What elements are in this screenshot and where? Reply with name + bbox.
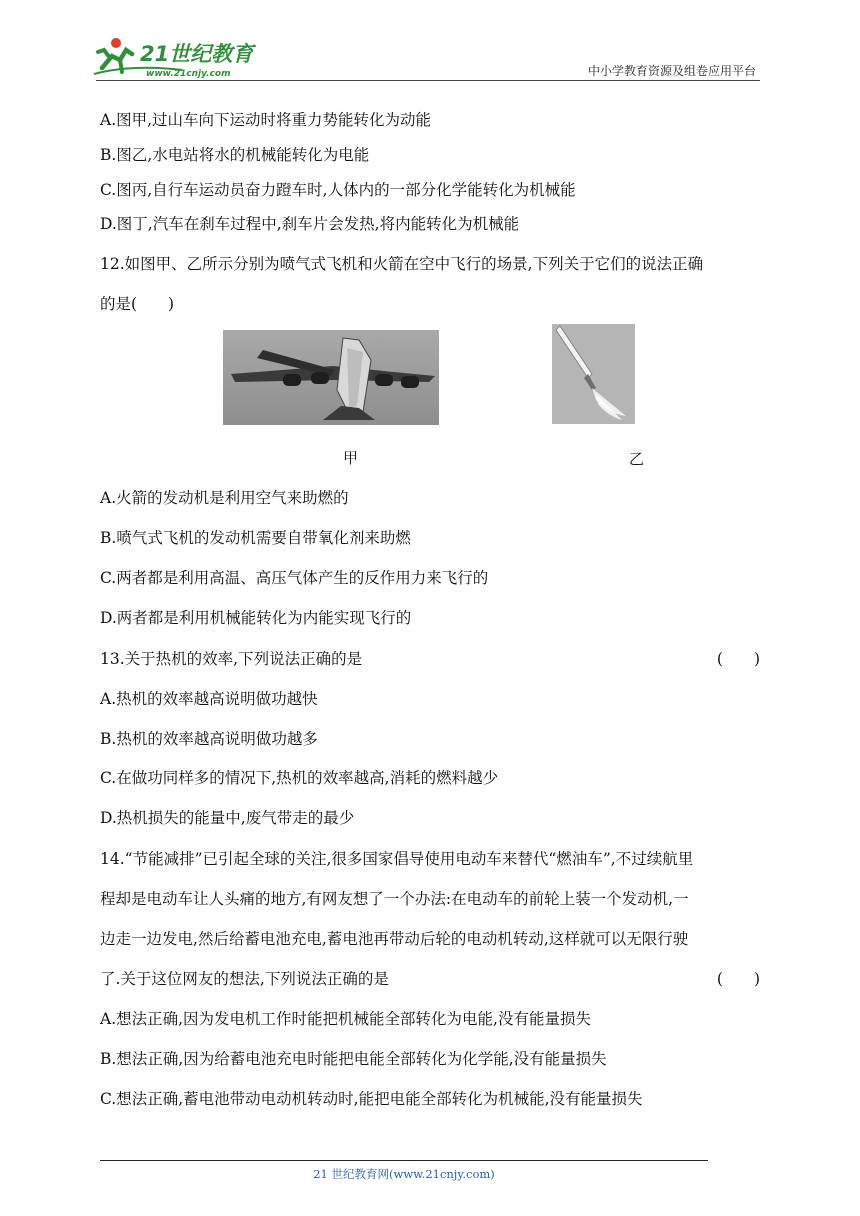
platform-name: 中小学教育资源及组卷应用平台 — [587, 64, 756, 78]
q12-stem-line-1: 12.如图甲、乙所示分别为喷气式飞机和火箭在空中飞行的场景,下列关于它们的说法正确 — [100, 255, 704, 273]
site-logo[interactable] — [92, 34, 262, 80]
figure-caption-jia: 甲 — [343, 449, 359, 467]
q13-stem: 13.关于热机的效率,下列说法正确的是 — [100, 650, 363, 668]
q12-stem-line-2: 的是( ) — [100, 295, 175, 313]
q13-option-d: D.热机损失的能量中,废气带走的最少 — [100, 809, 355, 827]
jet-airplane-image — [223, 330, 439, 425]
q14-stem-line-2: 程却是电动车让人头痛的地方,有网友想了一个办法:在电动车的前轮上装一个发动机,一 — [100, 890, 689, 908]
q14-stem-line-4: 了.关于这位网友的想法,下列说法正确的是 — [100, 970, 389, 988]
q12-option-a: A.火箭的发动机是利用空气来助燃的 — [100, 489, 349, 507]
footer-rule — [100, 1160, 708, 1161]
rocket-image — [552, 324, 635, 424]
q13-option-a: A.热机的效率越高说明做功越快 — [100, 690, 318, 708]
q14-option-c: C.想法正确,蓄电池带动电动机转动时,能把电能全部转化为机械能,没有能量损失 — [100, 1090, 643, 1108]
q13-answer-bracket[interactable]: ( ) — [716, 650, 760, 668]
runner-logo-icon — [92, 34, 262, 80]
q13-option-b: B.热机的效率越高说明做功越多 — [100, 730, 318, 748]
q12-option-d: D.两者都是利用机械能转化为内能实现飞行的 — [100, 609, 412, 627]
footer-link[interactable]: 21 世纪教育网(www.21cnjy.com) — [313, 1167, 495, 1181]
airplane-icon — [223, 330, 439, 425]
svg-text:www.21cnjy.com: www.21cnjy.com — [146, 69, 231, 79]
q14-stem-line-3: 边走一边发电,然后给蓄电池充电,蓄电池再带动后轮的电动机转动,这样就可以无限行驶 — [100, 930, 689, 948]
q14-stem-line-1: 14.“节能减排”已引起全球的关注,很多国家倡导使用电动车来替代“燃油车”,不过续航里 — [100, 850, 694, 868]
q14-option-a: A.想法正确,因为发电机工作时能把机械能全部转化为电能,没有能量损失 — [100, 1010, 591, 1028]
figure-caption-yi: 乙 — [629, 450, 645, 468]
q12-option-c: C.两者都是利用高温、高压气体产生的反作用力来飞行的 — [100, 569, 489, 587]
q12-option-b: B.喷气式飞机的发动机需要自带氧化剂来助燃 — [100, 529, 411, 547]
q14-answer-bracket[interactable]: ( ) — [716, 970, 760, 988]
q11-option-b: B.图乙,水电站将水的机械能转化为电能 — [100, 146, 370, 164]
header-rule — [96, 80, 760, 81]
q13-option-c: C.在做功同样多的情况下,热机的效率越高,消耗的燃料越少 — [100, 769, 499, 787]
q14-option-b: B.想法正确,因为给蓄电池充电时能把电能全部转化为化学能,没有能量损失 — [100, 1050, 607, 1068]
rocket-icon — [552, 324, 635, 424]
q11-option-a: A.图甲,过山车向下运动时将重力势能转化为动能 — [100, 111, 432, 129]
svg-text:21世纪教育: 21世纪教育 — [140, 42, 254, 66]
q11-option-c: C.图丙,自行车运动员奋力蹬车时,人体内的一部分化学能转化为机械能 — [100, 181, 576, 199]
q11-option-d: D.图丁,汽车在刹车过程中,刹车片会发热,将内能转化为机械能 — [100, 215, 520, 233]
